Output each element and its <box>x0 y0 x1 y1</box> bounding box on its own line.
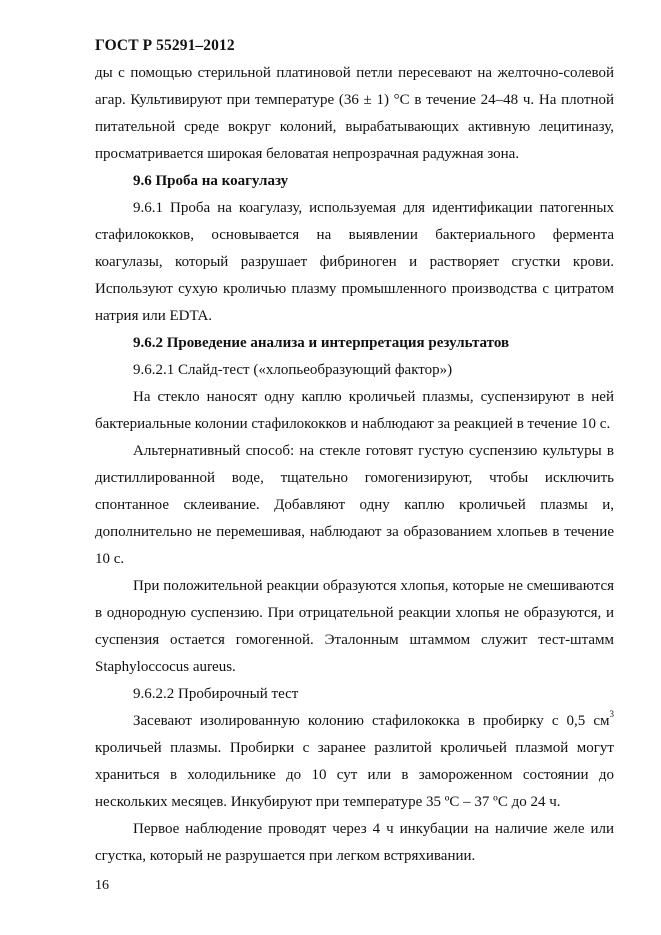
document-header: ГОСТ Р 55291–2012 <box>95 37 235 54</box>
paragraph-tube-test <box>95 708 614 816</box>
superscript-cubic: 3 <box>609 709 614 719</box>
paragraph-9-6-1: 9.6.1 Проба на коагулазу, используемая для идентификации патогенных стафилококков, основывается на выявлении бактериального фермента коагулазы, который разрушает фибриноген и растворяет сгустки крови. Используют сухую кроличью плазму промышленного производства с цитратом натрия или EDTA. <box>95 200 614 324</box>
paragraph-continuation: ды с помощью стерильной платиновой петли пересевают на желточно-солевой агар. Культивируют при температуре (36 ± 1) °С в течение 24–48 ч. На плотной питательной среде вокруг колоний, вырабатывающих активную лецитиназу, просматривается широкая беловатая непрозрачная радужная зона. <box>95 65 614 162</box>
document-body <box>95 60 614 870</box>
tube-test-text-after: кроличьей плазмы. Пробирки с заранее разлитой кроличьей плазмой могут храниться в холодильнике до 10 сут или в замороженном состоянии до нескольких месяцев. Инкубируют при температуре 35 ºС – 37 ºС до 24 ч. <box>95 740 614 810</box>
subsection-heading-9-6-2-1: 9.6.2.1 Слайд-тест («хлопьеобразующий фактор») <box>133 362 453 378</box>
paragraph-slide-test: На стекло наносят одну каплю кроличьей плазмы, суспензируют в ней бактериальные колонии стафилококков и наблюдают за реакцией в течение 10 с. <box>95 389 614 432</box>
section-heading-9-6-2: 9.6.2 Проведение анализа и интерпретация результатов <box>133 335 510 351</box>
paragraph-reaction-results: При положительной реакции образуются хлопья, которые не смешиваются в однородную суспензию. При отрицательной реакции хлопья не образуются, и суспензия остается гомогенной. Эталонным штаммом служит тест-штамм Staphyloccocus aureus. <box>95 578 614 675</box>
paragraph-first-observation: Первое наблюдение проводят через 4 ч инкубации на наличие желе или сгустка, который не разрушается при легком встряхивании. <box>95 821 614 864</box>
paragraph-alternative-method: Альтернативный способ: на стекле готовят густую суспензию культуры в дистиллированной воде, тщательно гомогенизируют, чтобы исключить спонтанное склеивание. Добавляют одну каплю кроличьей плазмы и, дополнительно не перемешивая, наблюдают за образованием хлопьев в течение 10 с. <box>95 443 614 567</box>
subsection-heading-9-6-2-2: 9.6.2.2 Пробирочный тест <box>133 686 299 702</box>
section-heading-9-6: 9.6 Проба на коагулазу <box>133 173 289 189</box>
tube-test-text-before: Засевают изолированную колонию стафилококка в пробирку с 0,5 см <box>133 713 610 729</box>
page-number: 16 <box>95 878 109 893</box>
